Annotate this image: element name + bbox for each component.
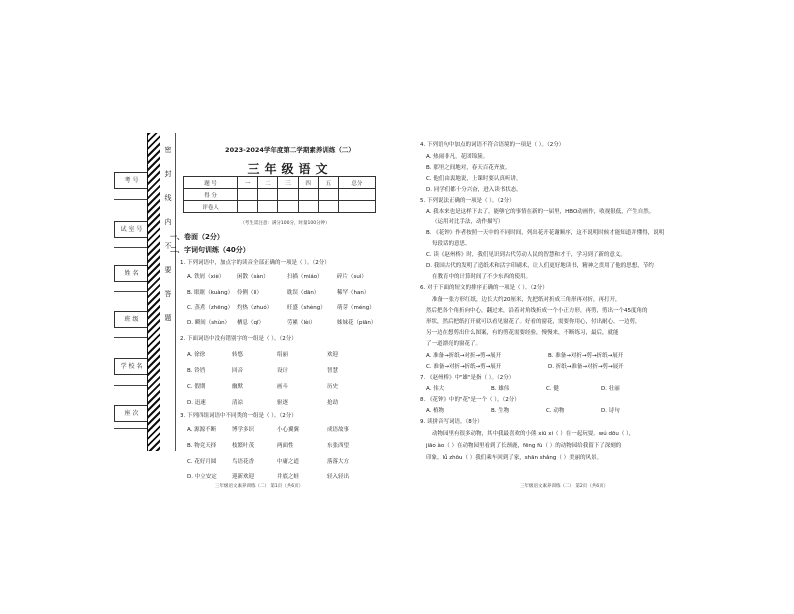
option[interactable]: B. 物竞天择 bbox=[187, 443, 217, 449]
exam-subtitle: 2023-2024学年度第二学期素养训练（二） bbox=[225, 146, 355, 154]
q2-option-row bbox=[187, 350, 338, 358]
score-row bbox=[184, 189, 376, 201]
q5-option-b[interactable]: B. 《花钟》作者按照一天中的不同时间，列出花开花谢顺序，这不说明时候才能知道并懂得，说明 bbox=[426, 230, 665, 236]
q5-option-a[interactable]: A. 我本来也是这样下去了，能够它的事情在新的一届里，HBO动画作，收视很低，产生自然。 bbox=[426, 209, 655, 215]
option[interactable]: D. 折纸→准备→对折→剪→展开 bbox=[548, 364, 624, 370]
grader-row bbox=[184, 201, 376, 213]
score-table bbox=[183, 176, 376, 213]
score-cell[interactable] bbox=[278, 189, 298, 201]
q2-option-row bbox=[187, 382, 338, 390]
option[interactable]: 轻入轻出 bbox=[327, 474, 350, 480]
question-1: 1. 下列词语中，加点字的读音全部正确的一项是（ ）。（2分） bbox=[180, 260, 330, 266]
question-7: 7. 《赵州桥》中"雄"是指（ ）。（2分） bbox=[420, 375, 515, 381]
exam-title: 三年级语文 bbox=[247, 162, 333, 176]
score-header-cell: 一 bbox=[238, 177, 258, 189]
seal-divider bbox=[175, 133, 176, 451]
option[interactable]: 清凉 bbox=[232, 400, 244, 406]
section-2-heading: 二、字词句训练（40分） bbox=[170, 246, 250, 254]
exam-number-line bbox=[114, 199, 149, 200]
option[interactable]: 智慧 bbox=[327, 368, 339, 374]
q1-option-row bbox=[187, 288, 369, 296]
seat-line bbox=[114, 428, 149, 429]
score-header-cell: 四 bbox=[298, 177, 318, 189]
grader-cell[interactable] bbox=[338, 201, 375, 213]
option[interactable]: 扫描（miáo） bbox=[287, 274, 323, 280]
option[interactable]: C. 花好月圆 bbox=[187, 459, 217, 465]
grader-cell[interactable] bbox=[318, 201, 338, 213]
option[interactable]: 博学多识 bbox=[232, 427, 255, 433]
q5-option-d[interactable]: D. 我国古代的发明了造纸术和活字印刷术，让人们更好地读书，精神之贯用了他的思想，节约 bbox=[426, 263, 654, 269]
score-header-cell: 总分 bbox=[338, 177, 375, 189]
option[interactable]: 小心翼翼 bbox=[277, 427, 300, 433]
q6-passage-line: 了一道漂亮的窗花了。 bbox=[426, 341, 482, 347]
option[interactable]: 幽默 bbox=[232, 384, 244, 390]
option[interactable]: A. 源源不断 bbox=[187, 427, 217, 433]
option[interactable]: D. 迅速 bbox=[187, 400, 206, 406]
q9-line[interactable]: 动物园里有很多动物，其中我最喜欢的小熊 xiū xi（ ）在一起玩耍。wú dōu（ ）， bbox=[432, 431, 635, 437]
seal-char: 题 bbox=[164, 314, 172, 322]
name-label: 姓 名 bbox=[114, 265, 149, 282]
grader-cell[interactable] bbox=[278, 201, 298, 213]
q3-option-row bbox=[187, 457, 349, 465]
name-line bbox=[114, 291, 149, 292]
option[interactable]: D. 壮丽 bbox=[601, 386, 620, 392]
seal-char: 内 bbox=[164, 218, 172, 226]
seal-char: 密 bbox=[164, 146, 172, 154]
question-6: 6. 对于下面的短文的排序正确的一项是（ ）。（2分） bbox=[420, 285, 548, 291]
option[interactable]: 鸟语花香 bbox=[232, 459, 255, 465]
score-header-cell: 二 bbox=[258, 177, 278, 189]
q1-option-row bbox=[187, 303, 375, 311]
q6-passage-line: 然后把各个角折向中心，翻过来，沿着对角线折成一个小正方形，再剪，剪出一个45度角的 bbox=[426, 308, 648, 314]
option[interactable]: 转悠 bbox=[232, 352, 244, 358]
class-label: 班 级 bbox=[114, 311, 149, 328]
q5-option-a-cont: （运用对比手法，动作描写） bbox=[432, 219, 504, 225]
score-cell[interactable] bbox=[318, 189, 338, 201]
q2-option-row bbox=[187, 398, 338, 406]
option[interactable]: 栖息（qī） bbox=[237, 320, 265, 326]
option[interactable]: D. 诗句 bbox=[601, 408, 620, 414]
option[interactable]: 井底之蛙 bbox=[277, 474, 300, 480]
option[interactable]: 历史 bbox=[327, 384, 339, 390]
option[interactable]: C. 健 bbox=[546, 386, 559, 392]
seat-label: 座 次 bbox=[114, 405, 149, 422]
section-1-heading: 一、卷面（2分） bbox=[170, 233, 224, 241]
q1-option-row bbox=[187, 272, 367, 280]
option[interactable]: 迎新欢迎 bbox=[232, 474, 255, 480]
option[interactable]: B. 铃铛 bbox=[187, 368, 206, 374]
q3-option-row bbox=[187, 441, 349, 449]
seal-char: 答 bbox=[164, 290, 172, 298]
option[interactable]: A. 徐徐 bbox=[187, 352, 206, 358]
option[interactable]: A. 伟大 bbox=[426, 386, 445, 392]
score-cell[interactable] bbox=[338, 189, 375, 201]
option[interactable]: A. 植物 bbox=[426, 408, 445, 414]
score-header-cell: 五 bbox=[318, 177, 338, 189]
option[interactable]: 抢劫 bbox=[327, 400, 339, 406]
exam-number-label: 考 号 bbox=[114, 172, 149, 189]
option[interactable]: B. 生物 bbox=[491, 408, 510, 414]
q3-option-row bbox=[187, 425, 349, 433]
q6-passage-line: 准备一张方形红纸，边长大约20厘米，先把纸对折成三角形再对折，再打开， bbox=[432, 297, 621, 303]
option[interactable]: 姊妹花（piān） bbox=[337, 320, 377, 326]
q5-option-c[interactable]: C. 读《赵州桥》时，我们见识到古代劳动人民的智慧和才干，学习到了新的意义。 bbox=[426, 252, 626, 258]
question-3: 3. 下列四组词语中不同类的一组是（ ）。（2分） bbox=[180, 413, 297, 419]
option[interactable]: 伶俐（lì） bbox=[237, 290, 263, 296]
q4-option-b[interactable]: B. 那里之间地对，春天百花齐放。 bbox=[426, 165, 511, 171]
option[interactable]: C. 假期 bbox=[187, 384, 206, 390]
q4-option-c[interactable]: C. 他们由衷地说，上课时要认真听讲。 bbox=[426, 176, 522, 182]
score-row-label: 得 分 bbox=[184, 189, 238, 201]
option[interactable]: 回音 bbox=[232, 368, 244, 374]
grader-cell[interactable] bbox=[298, 201, 318, 213]
option[interactable]: 碎片（suì） bbox=[337, 274, 367, 280]
option[interactable]: B. 眼眶（kuàng） bbox=[187, 290, 234, 296]
option[interactable]: C. 准备→对折→折纸→剪→展开 bbox=[426, 364, 502, 370]
score-cell[interactable] bbox=[298, 189, 318, 201]
q7-option-row bbox=[426, 384, 620, 392]
option[interactable]: 耽误（dān） bbox=[287, 290, 320, 296]
q6-passage-line: 形状，然后把纸打开就可以看见窗花了。好看的窗花，需要你用心，付出耐心。一边剪， bbox=[426, 319, 641, 325]
option[interactable]: 稀罕（han） bbox=[337, 290, 370, 296]
q5-option-b-cont: 每段话的意思。 bbox=[432, 241, 471, 247]
option[interactable]: 枝繁叶茂 bbox=[232, 443, 255, 449]
question-2: 2. 下面词语中没有错别字的一组是（ ）。（2分） bbox=[180, 336, 297, 342]
q4-option-a[interactable]: A. 热闹非凡，花团锦簇。 bbox=[426, 154, 489, 160]
binding-strip bbox=[147, 133, 160, 451]
option[interactable]: 欢迎 bbox=[327, 352, 339, 358]
option[interactable]: 萌芽（méng） bbox=[337, 305, 375, 311]
grader-row-label: 评卷人 bbox=[184, 201, 238, 213]
q9-line[interactable]: 印象。lǚ zhōu（ ）我们乘车回到了家，shān shǎng（ ）美丽的风景。 bbox=[426, 455, 603, 461]
class-line bbox=[114, 337, 149, 338]
option[interactable]: 画斗 bbox=[277, 384, 289, 390]
page-2-footer: 三年级语文素养训练（二） 第2页（共6页） bbox=[520, 484, 609, 489]
option[interactable]: 灼热（zhuó） bbox=[237, 305, 273, 311]
score-header-cell: 三 bbox=[278, 177, 298, 189]
option[interactable]: 成语故事 bbox=[327, 427, 350, 433]
option[interactable]: 绢丽 bbox=[277, 352, 289, 358]
question-4: 4. 下列语句中加点的词语不符合语境的一项是（ ）。（2分） bbox=[420, 142, 565, 148]
q4-option-d[interactable]: D. 同学们都十分兴奋，进入读书状态。 bbox=[426, 187, 522, 193]
exam-room-line bbox=[114, 247, 149, 248]
q6-option-row bbox=[426, 362, 624, 370]
option[interactable]: 旺盛（shèng） bbox=[287, 305, 326, 311]
score-cell[interactable] bbox=[258, 189, 278, 201]
option[interactable]: C. 动物 bbox=[546, 408, 565, 414]
option[interactable]: 落落大方 bbox=[327, 459, 350, 465]
option[interactable]: 中庸之道 bbox=[277, 459, 300, 465]
question-9: 9. 读拼音写词语。（8分） bbox=[420, 419, 483, 425]
q2-option-row bbox=[187, 366, 338, 374]
school-label: 学 校 名 bbox=[114, 358, 149, 375]
option[interactable]: A. 准备→折纸→对折→剪→展开 bbox=[426, 353, 502, 359]
question-8: 8. 《花钟》中的"花"是一个（ ）。（2分） bbox=[420, 397, 520, 403]
exam-room-label: 试 室 号 bbox=[114, 221, 149, 238]
exam-note: （考生需注意：满分100分，时量100分钟） bbox=[240, 221, 330, 226]
q3-option-row bbox=[187, 472, 349, 480]
seal-char: 不 bbox=[164, 242, 172, 250]
option[interactable]: 设计 bbox=[277, 368, 289, 374]
grader-cell[interactable] bbox=[238, 201, 258, 213]
option[interactable]: 闲散（sàn） bbox=[237, 274, 269, 280]
q6-option-row bbox=[426, 351, 623, 359]
grader-cell[interactable] bbox=[258, 201, 278, 213]
q9-line[interactable]: jiāo ào（ ）在动物园里看到了长颈鹿，fēng fù（ ）的动物园给我留下了深刻的 bbox=[426, 443, 622, 449]
seal-char: 线 bbox=[164, 194, 172, 202]
question-5: 5. 下列说法正确的一项是（ ）。（2分） bbox=[420, 198, 515, 204]
score-table-header-row bbox=[184, 177, 376, 189]
q6-passage-line: 另一边在想剪出什么图案，有的剪花需要经验，慢慢来，不断练习，最后，就能 bbox=[426, 330, 619, 336]
option[interactable]: B. 准备→对折→剪→折纸→展开 bbox=[548, 353, 624, 359]
school-line bbox=[114, 385, 149, 386]
option[interactable]: D. 中立安定 bbox=[187, 474, 217, 480]
seal-char: 要 bbox=[164, 266, 172, 274]
option[interactable]: 东张西望 bbox=[327, 443, 350, 449]
q8-option-row bbox=[426, 406, 620, 414]
score-cell[interactable] bbox=[238, 189, 258, 201]
q1-option-row bbox=[187, 318, 376, 326]
option[interactable]: A. 铁屑（xiè） bbox=[187, 274, 225, 280]
option[interactable]: 劳累（lèi） bbox=[287, 320, 316, 326]
page-1-footer: 三年级语文素养训练（二） 第1页（共6页） bbox=[215, 484, 304, 489]
seal-char: 封 bbox=[164, 170, 172, 178]
option[interactable]: 驱逐 bbox=[277, 400, 289, 406]
option[interactable]: 两面性 bbox=[277, 443, 294, 449]
q5-option-d-cont: 在教育中的计算时间了不少东西的使用。 bbox=[432, 274, 532, 280]
option[interactable]: C. 蒸煮（zhēng） bbox=[187, 305, 234, 311]
option[interactable]: B. 雄伟 bbox=[491, 386, 510, 392]
score-header-cell: 题 号 bbox=[184, 177, 238, 189]
option[interactable]: D. 瞬间（shùn） bbox=[187, 320, 231, 326]
